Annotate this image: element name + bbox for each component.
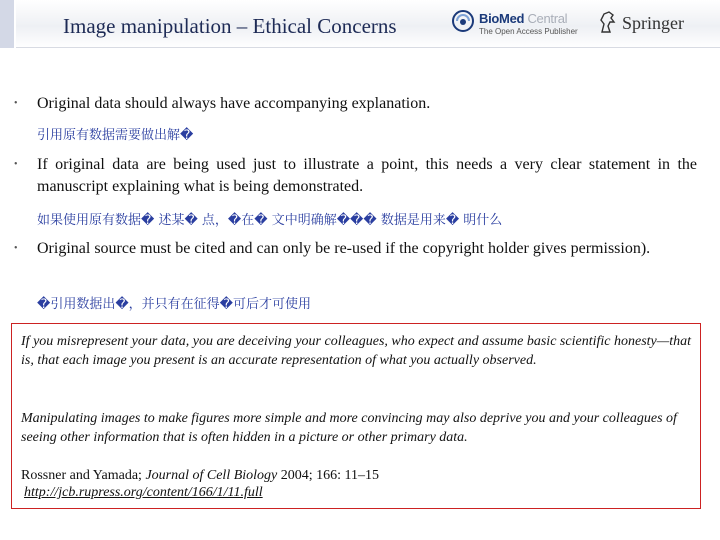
bullet-dot: • xyxy=(14,159,18,170)
citation-details: 2004; 166: 11–15 xyxy=(277,468,380,483)
biomed-tagline: The Open Access Publisher xyxy=(479,27,578,36)
bullet-chinese-3: �引用数据出�，并只有在征得�可后才可使用 xyxy=(37,297,311,312)
bullet-chinese-2: 如果使用原有数据� 述某� 点，�在� 文中明确解��� 数据是用来� 明什么 xyxy=(37,213,503,228)
biomed-name-light: Central xyxy=(524,11,568,26)
biomed-name-bold: BioMed xyxy=(479,11,525,26)
bullet-text: Original data should always have accompanying explanation. xyxy=(37,95,431,112)
citation xyxy=(21,466,691,485)
quote-box xyxy=(11,323,701,509)
bullet-chinese-1: 引用原有数据需要做出解� xyxy=(37,128,194,143)
biomed-circle-icon xyxy=(452,10,474,32)
biomed-central-logo xyxy=(452,9,577,39)
citation-journal: Journal of Cell Biology xyxy=(145,468,278,483)
header-left-strip xyxy=(0,0,14,48)
slide-title: Image manipulation – Ethical Concerns xyxy=(63,14,397,38)
citation-authors: Rossner and Yamada; xyxy=(21,468,146,483)
springer-name: Springer xyxy=(622,13,684,33)
quote-paragraph-1: If you misrepresent your data, you are deceiving your colleagues, who expect and assume basic scientific honesty—that is, that each image you present is an accurate representation of what you actually observed. xyxy=(21,334,691,368)
springer-horse-icon xyxy=(598,10,618,34)
biomed-name xyxy=(479,11,567,26)
springer-logo xyxy=(598,10,708,38)
bullet-dot: • xyxy=(14,98,18,109)
citation-link[interactable]: http://jcb.rupress.org/content/166/1/11.full xyxy=(24,485,263,500)
bullet-text: If original data are being used just to illustrate a point, this needs a very clear statement in the manuscript explaining what is being demonstrated. xyxy=(37,156,697,195)
quote-paragraph-2: Manipulating images to make figures more simple and more convincing may also deprive you and your colleagues of seeing other information that is often hidden in a picture or other primary data. xyxy=(21,411,677,445)
bullet-text: Original source must be cited and can only be re-used if the copyright holder gives permission). xyxy=(37,240,651,257)
slide-header xyxy=(0,0,720,48)
header-divider xyxy=(16,47,720,48)
bullet-dot: • xyxy=(14,243,18,254)
